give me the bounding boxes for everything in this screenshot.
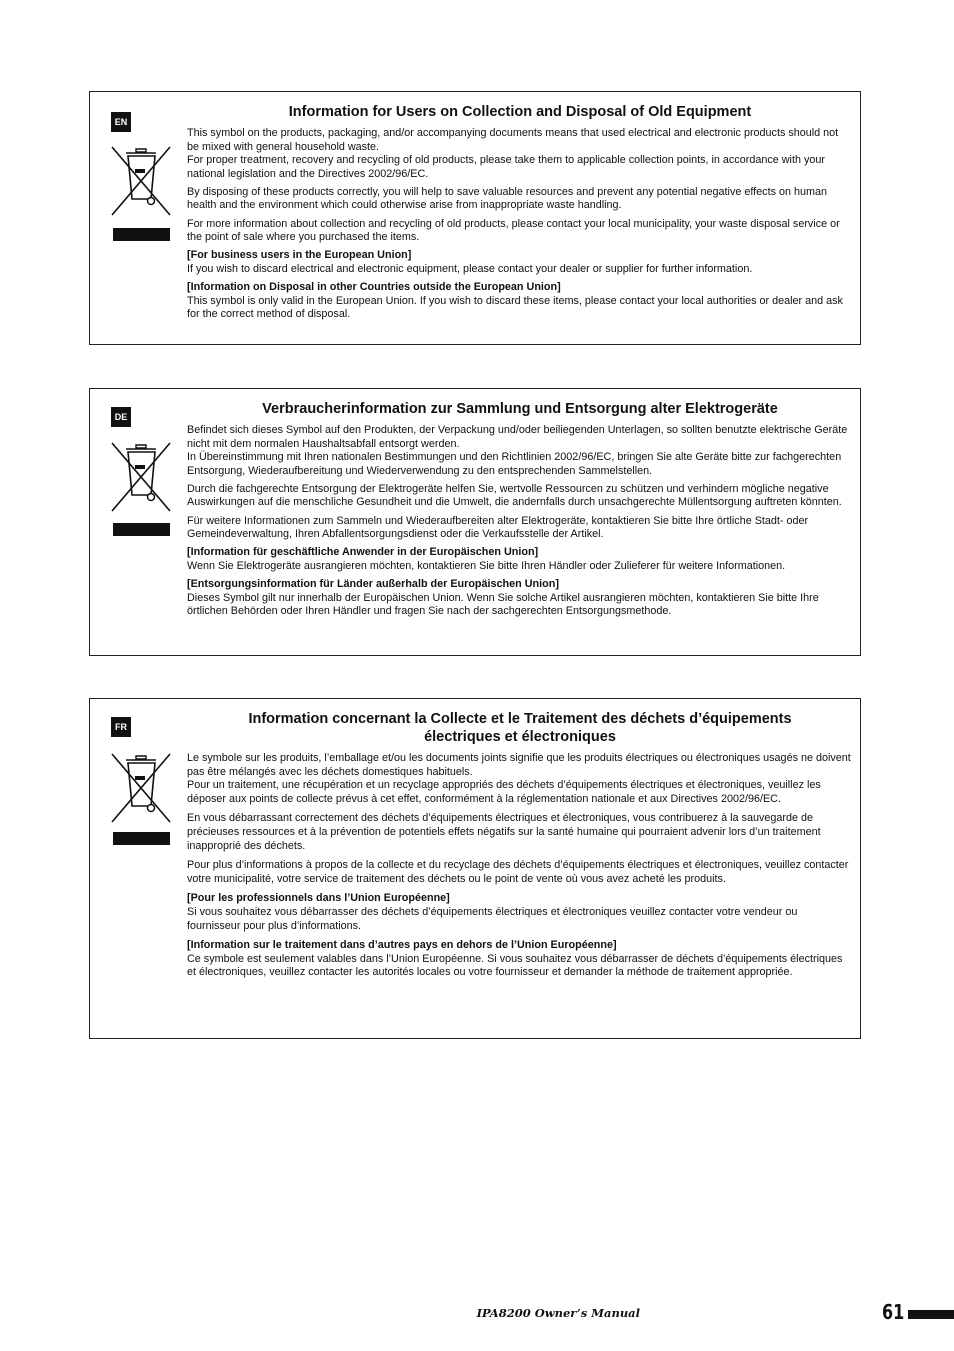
paragraph: For proper treatment, recovery and recycling of old products, please take them to applicable collection points, in accordance with your national legislation and the Directives 2002/96/EC. xyxy=(187,154,825,180)
subsection-heading: [For business users in the European Union] xyxy=(187,249,412,262)
info-panel-de xyxy=(89,388,861,656)
page-number: 61 xyxy=(882,1300,905,1324)
symbol-underline-bar xyxy=(113,832,170,845)
subsection-heading: [Pour les professionnels dans l’Union Européenne] xyxy=(187,892,450,905)
paragraph: By disposing of these products correctly, you will help to save valuable resources and prevent any potential negative effects on human health and the environment which could otherwise arise from inappropriate waste handling. xyxy=(187,185,827,212)
paragraph: Pour plus d’informations à propos de la collecte et du recyclage des déchets d’équipements électriques et électroniques, veuillez contacter votre municipalité, votre service de traitement des déchets ou le point de vente où vous avez acheté les produits. xyxy=(187,859,849,885)
section-content xyxy=(187,400,853,623)
manual-title: IPA8200 Owner’s Manual xyxy=(476,1306,640,1320)
info-panel-en xyxy=(89,91,861,345)
paragraph: This symbol on the products, packaging, and/or accompanying documents means that used electrical and electronic products should not be mixed with general household waste. xyxy=(187,127,839,153)
paragraph: For more information about collection and recycling of old products, please contact your local municipality, your waste disposal service or the point of sale where you purchased the items. xyxy=(187,217,840,244)
section-content xyxy=(187,710,853,984)
subsection-text: If you wish to discard electrical and electronic equipment, please contact your dealer or supplier for further information. xyxy=(187,262,753,275)
paragraph: Durch die fachgerechte Entsorgung der Elektrogeräte helfen Sie, wertvolle Ressourcen zu schützen und verhindern mögliche negative Auswirkungen auf die menschliche Gesundheit und die Umwelt, die andernfalls durch unsachgerechte Müllentsorgung auftreten könnten. xyxy=(187,482,842,509)
subsection-heading: [Information für geschäftliche Anwender in der Europäischen Union] xyxy=(187,546,539,559)
symbol-underline-bar xyxy=(113,523,170,536)
crossed-out-wheelie-bin-icon xyxy=(108,441,174,515)
section-title: Verbraucherinformation zur Sammlung und Entsorgung alter Elektrogeräte xyxy=(262,401,778,417)
info-panel-fr xyxy=(89,698,861,1039)
subsection-text: Dieses Symbol gilt nur innerhalb der Europäischen Union. Wenn Sie solche Artikel ausrangieren möchten, kontaktieren Sie bitte Ihre örtlichen Behörden oder Ihren Händler und fragen Sie nach der sachgerechten Entsorgungsmethode. xyxy=(187,591,819,618)
paragraph: Befindet sich dieses Symbol auf den Produkten, der Verpackung und/oder beiliegenden Unterlagen, so sollten benutzte elektrische Geräte nicht mit dem normalen Haushaltsabfall entsorgt werden. xyxy=(187,424,848,450)
section-title: Information for Users on Collection and Disposal of Old Equipment xyxy=(288,104,752,120)
language-badge-fr: FR xyxy=(111,717,131,737)
page-number-bar xyxy=(908,1310,954,1319)
paragraph: Pour un traitement, une récupération et un recyclage appropriés des déchets d’équipements électriques et électroniques, veuillez les déposer aux points de collecte prévus à cet effet, conformément à la réglementation nationale et aux Directives 2002/96/EC. xyxy=(187,779,821,805)
language-badge-en: EN xyxy=(111,112,131,132)
paragraph: En vous débarrassant correctement des déchets d’équipements électriques et électroniques, vous contribuerez à la sauvegarde de précieuses ressources et à la prévention de potentiels effets négatifs sur la santé humaine qui pourraient advenir lors d’un traitement inapproprié des déchets. xyxy=(187,812,821,852)
section-title: Information concernant la Collecte et le Traitement des déchets d’équipements électriques et électroniques xyxy=(248,711,792,745)
symbol-underline-bar xyxy=(113,228,170,241)
subsection-text: Si vous souhaitez vous débarrasser des déchets d’équipements électriques et électroniques veuillez contacter votre vendeur ou fournisseur pour plus d’informations. xyxy=(187,905,798,932)
subsection-heading: [Entsorgungsinformation für Länder außerhalb der Europäischen Union] xyxy=(187,577,559,590)
crossed-out-wheelie-bin-icon xyxy=(108,145,174,219)
paragraph: Le symbole sur les produits, l’emballage et/ou les documents joints signifie que les produits électriques ou électroniques usagés ne doivent pas être mélangés avec les déchets domestiques habituels. xyxy=(187,752,851,778)
subsection-heading: [Information sur le traitement dans d’autres pays en dehors de l’Union Européenne] xyxy=(187,939,617,952)
crossed-out-wheelie-bin-icon xyxy=(108,752,174,826)
language-badge-de: DE xyxy=(111,407,131,427)
subsection-text: Wenn Sie Elektrogeräte ausrangieren möchten, kontaktieren Sie bitte Ihren Händler oder Zulieferer für weitere Informationen. xyxy=(187,559,786,572)
section-content xyxy=(187,103,853,326)
subsection-heading: [Information on Disposal in other Countries outside the European Union] xyxy=(187,280,561,293)
paragraph: In Übereinstimmung mit Ihren nationalen Bestimmungen und den Richtlinien 2002/96/EC, bringen Sie alte Geräte bitte zur fachgerechten Entsorgung, Wiederaufbereitung und Wiederverwendung zu den entsprechenden Sammelstellen. xyxy=(187,451,842,477)
subsection-text: This symbol is only valid in the European Union. If you wish to discard these items, please contact your local authorities or dealer and ask for the correct method of disposal. xyxy=(187,294,843,321)
subsection-text: Ce symbole est seulement valables dans l’Union Européenne. Si vous souhaitez vous débarrasser de déchets d’équipements électriques et électroniques, veuillez contacter les autorités locales ou votre fournisseur et demander la méthode de traitement appropriée. xyxy=(187,952,843,979)
paragraph: Für weitere Informationen zum Sammeln und Wiederaufbereiten alter Elektrogeräte, kontaktieren Sie bitte Ihre örtliche Stadt- oder Gemeindeverwaltung, Ihren Abfallentsorgungsdienst oder die Verkaufsstelle der Artikel. xyxy=(187,514,809,541)
